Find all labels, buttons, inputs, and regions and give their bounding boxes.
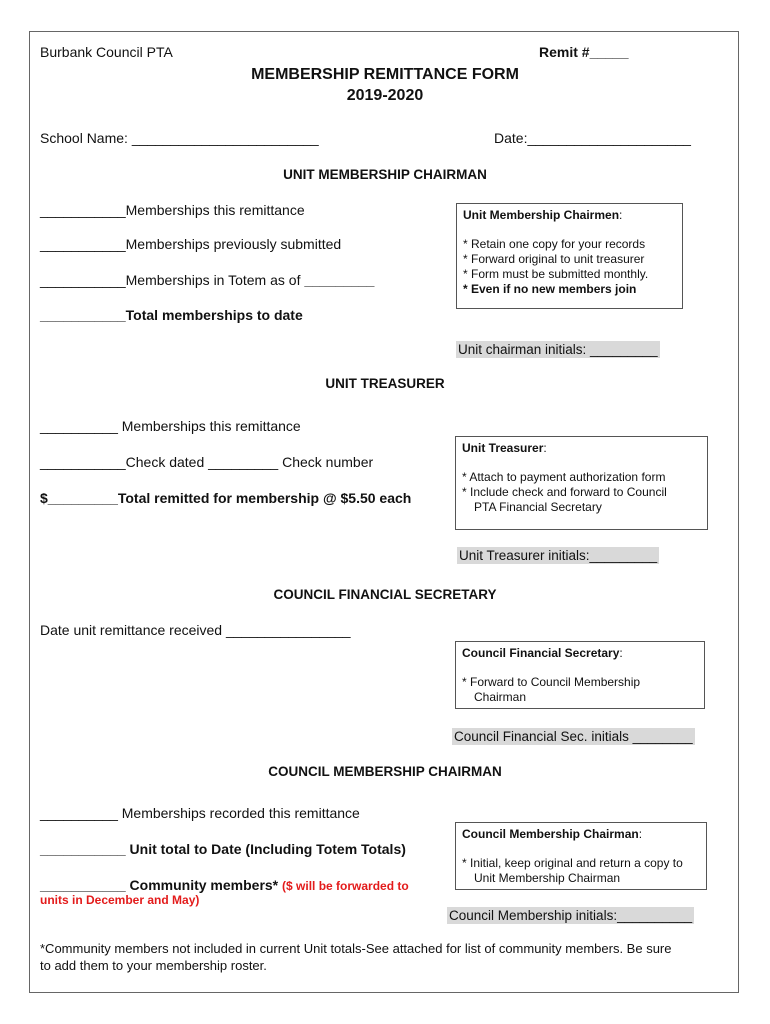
section-heading-unit-chairman: UNIT MEMBERSHIP CHAIRMAN bbox=[283, 167, 487, 182]
section-heading-financial-secretary: COUNCIL FINANCIAL SECRETARY bbox=[273, 587, 497, 602]
uc-memberships-this-remittance[interactable]: ___________Memberships this remittance bbox=[40, 202, 305, 218]
uc-totem-date[interactable]: _________ bbox=[304, 272, 375, 288]
ut-total-remitted[interactable]: $_________Total remitted for membership @ $5.50 each bbox=[40, 490, 412, 506]
unit-treasurer-instructions-box: Unit Treasurer: * Attach to payment authorization form * Include check and forward to Council PTA Financial Secretary bbox=[455, 436, 708, 530]
org-name: Burbank Council PTA bbox=[40, 44, 173, 60]
uc-box-item-bold: * Even if no new members join bbox=[463, 282, 637, 296]
unit-chairman-initials[interactable]: Unit chairman initials: _________ bbox=[458, 342, 658, 357]
fs-box-item: Chairman bbox=[474, 690, 527, 704]
section-heading-unit-treasurer: UNIT TREASURER bbox=[325, 376, 445, 391]
remit-number-field[interactable]: Remit #_____ bbox=[539, 44, 629, 60]
form-year: 2019-2020 bbox=[346, 87, 424, 104]
unit-treasurer-initials[interactable]: Unit Treasurer initials:_________ bbox=[459, 548, 658, 563]
ut-box-item: PTA Financial Secretary bbox=[474, 500, 602, 514]
ut-box-item: * Attach to payment authorization form bbox=[462, 470, 666, 484]
uc-box-title: Unit Membership Chairmen bbox=[463, 208, 620, 222]
uc-memberships-previously-submitted[interactable]: ___________Memberships previously submitted bbox=[40, 236, 342, 252]
financial-secretary-initials[interactable]: Council Financial Sec. initials ________ bbox=[454, 729, 693, 744]
council-chairman-instructions-box: Council Membership Chairman: * Initial, keep original and return a copy to Unit Membership Chairman bbox=[455, 822, 707, 890]
cc-community-note-cont: units in December and May) bbox=[40, 893, 200, 907]
footnote-line-1: *Community members not included in current Unit totals-See attached for list of community members. Be sure bbox=[40, 941, 672, 956]
uc-box-item: * Form must be submitted monthly. bbox=[463, 267, 649, 281]
fs-box-title: Council Financial Secretary bbox=[462, 646, 620, 660]
fs-date-received[interactable]: Date unit remittance received ________________ bbox=[40, 622, 351, 638]
cc-unit-total-to-date[interactable]: ___________ Unit total to Date (Including Totem Totals) bbox=[40, 841, 406, 857]
section-heading-council-chairman: COUNCIL MEMBERSHIP CHAIRMAN bbox=[268, 764, 502, 779]
uc-total-memberships[interactable]: ___________Total memberships to date bbox=[40, 307, 303, 323]
ut-memberships-this-remittance[interactable]: __________ Memberships this remittance bbox=[40, 418, 301, 434]
unit-chairman-instructions-box: Unit Membership Chairmen: * Retain one copy for your records * Forward original to unit treasurer * Form must be submitted monthly. * Even if no new members join bbox=[456, 203, 683, 309]
cc-memberships-recorded[interactable]: __________ Memberships recorded this remittance bbox=[40, 805, 360, 821]
council-chairman-initials[interactable]: Council Membership initials:__________ bbox=[449, 908, 693, 923]
cc-community-note: ($ will be forwarded to bbox=[282, 879, 409, 893]
cc-box-title: Council Membership Chairman bbox=[462, 827, 639, 841]
cc-community-label: ___________ Community members* bbox=[40, 877, 279, 893]
cc-box-item: * Initial, keep original and return a copy to bbox=[462, 856, 683, 870]
ut-box-item: * Include check and forward to Council bbox=[462, 485, 667, 499]
date-field[interactable]: Date:_____________________ bbox=[494, 130, 691, 146]
fs-box-item: * Forward to Council Membership bbox=[462, 675, 641, 689]
ut-check-dated[interactable]: ___________Check dated _________ Check number bbox=[40, 454, 374, 470]
cc-community-members[interactable] bbox=[40, 877, 409, 893]
financial-secretary-instructions-box: Council Financial Secretary: * Forward to Council Membership Chairman bbox=[455, 641, 705, 709]
ut-box-title: Unit Treasurer bbox=[462, 441, 544, 455]
uc-box-item: * Retain one copy for your records bbox=[463, 237, 646, 251]
school-name-field[interactable]: School Name: ________________________ bbox=[40, 130, 319, 146]
uc-totem-label: ___________Memberships in Totem as of bbox=[40, 272, 305, 288]
uc-box-item: * Forward original to unit treasurer bbox=[463, 252, 645, 266]
form-title: MEMBERSHIP REMITTANCE FORM bbox=[251, 66, 519, 83]
footnote-line-2: to add them to your membership roster. bbox=[40, 958, 267, 973]
cc-box-item: Unit Membership Chairman bbox=[474, 871, 621, 885]
uc-memberships-in-totem[interactable] bbox=[40, 272, 374, 288]
